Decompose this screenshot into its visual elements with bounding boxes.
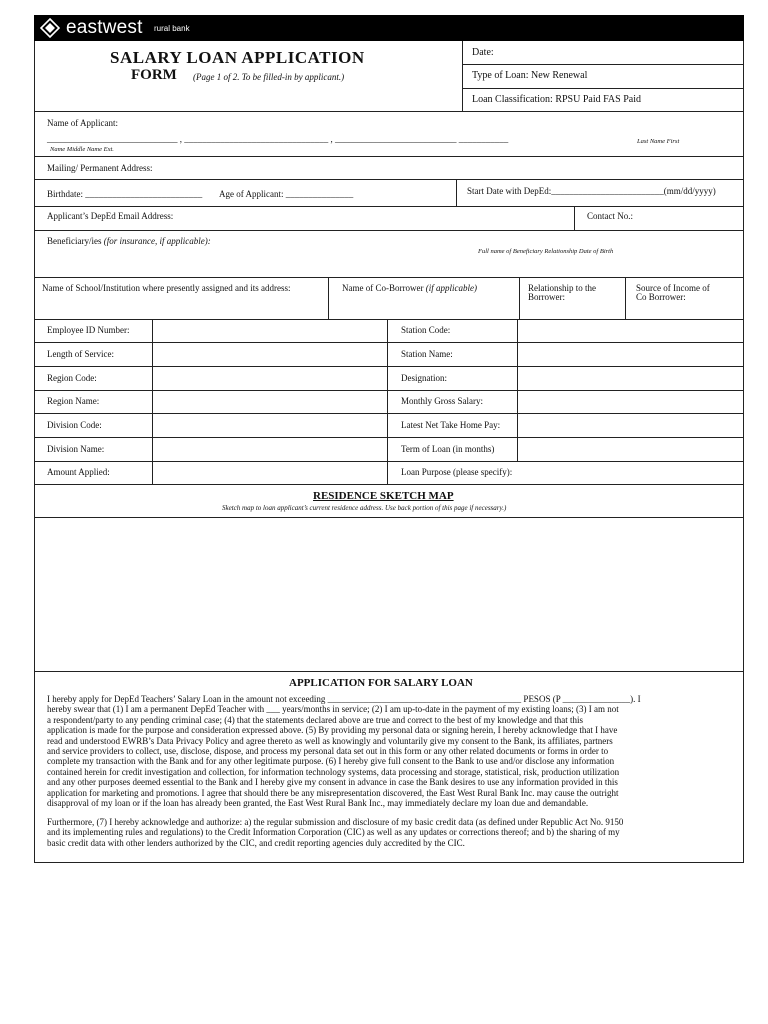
- start-date-field[interactable]: Start Date with DepEd:_________________________(mm/dd/yyyy): [467, 186, 716, 196]
- form-title-line2: FORM: [131, 67, 177, 83]
- length-of-service-input[interactable]: [153, 343, 387, 366]
- length-of-service-label: Length of Service:: [47, 349, 114, 359]
- region-name-label: Region Name:: [47, 396, 100, 406]
- sketch-map-area[interactable]: [35, 518, 743, 670]
- form-title-note: (Page 1 of 2. To be filled-in by applicant.): [193, 72, 345, 82]
- application-authorization: Furthermore, (7) I hereby acknowledge and authorize: a) the regular submission and disclosure of my basic credit data (as defined under Republic Act No. 9150 and its implementing rules and regulations) to the Credit Information Corporation (CIC) as well as any updates or corrections thereof; and b) the sharing of my basic credit data with other lenders authorized by the CIC, and credit reporting agencies duly accredited by the CIC.: [47, 817, 624, 848]
- brand-subtitle: rural bank: [154, 24, 190, 33]
- brand-name: eastwest: [66, 17, 143, 38]
- date-field[interactable]: Date:: [472, 47, 494, 58]
- loan-purpose-field[interactable]: Loan Purpose (please specify):: [401, 467, 513, 477]
- station-name-input[interactable]: [518, 343, 744, 366]
- loan-classification-field[interactable]: Loan Classification: RPSU Paid FAS Paid: [472, 94, 641, 105]
- designation-input[interactable]: [518, 367, 744, 390]
- employee-id-input[interactable]: [153, 320, 387, 342]
- station-code-label: Station Code:: [401, 325, 451, 335]
- income-source-label-2: Co Borrower:: [636, 292, 686, 302]
- station-name-label: Station Name:: [401, 349, 453, 359]
- contact-field[interactable]: Contact No.:: [587, 211, 633, 221]
- term-of-loan-label: Term of Loan (in months): [401, 444, 495, 454]
- age-field[interactable]: Age of Applicant: _______________: [219, 189, 354, 199]
- middle-name-caption: Name Middle Name Ext.: [50, 146, 114, 153]
- sketch-map-title: RESIDENCE SKETCH MAP: [313, 490, 454, 502]
- loan-type-field[interactable]: Type of Loan: New Renewal: [472, 70, 588, 81]
- application-declaration: I hereby apply for DepEd Teachers’ Salary Loan in the amount not exceeding ___________________________________________ PESOS (P _______________). I hereby swear that (1) I am a permanent DepEd Teacher with ___ years/months in service; (2) I am up-to-date in the payment of my existing loans; (3) I am not a respondent/party to any pending criminal case; (4) that the statements declared above are true and correct to the best of my knowledge and that this application is made for the purpose and consideration expressed above. (5) By providing my personal data or signing herein, I hereby acknowledge that I have read and understood EWRB’s Data Privacy Policy and agree thereto as well as knowingly and voluntarily give my consent to the Bank, its affiliates, partners and service providers to collect, use, disclose, dispose, and process my personal data set out in this form or any other related documents or forms in order to complete my transaction with the Bank and for any other legitimate purpose. (6) I hereby give full consent to the Bank to use and/or disclose any information contained herein for credit investigation and collection, for information technology systems, data processing and storage, statistical, risk, production utilization and any other purposes deemed essential to the Bank and I hereby give my consent in advance in case the Bank desires to use any information provided in this application for marketing and promotions. I agree that should there be any misrepresentation discovered, the East West Rural Bank Inc. may cause the outright disapproval of my loan or if the loan has already been granted, the East West Rural Bank Inc., may immediately declare my loan due and demandable.: [47, 694, 641, 809]
- division-code-label: Division Code:: [47, 420, 102, 430]
- station-code-input[interactable]: [518, 320, 744, 342]
- designation-label: Designation:: [401, 373, 447, 383]
- application-title: APPLICATION FOR SALARY LOAN: [289, 677, 473, 689]
- employee-id-label: Employee ID Number:: [47, 325, 130, 335]
- term-of-loan-input[interactable]: [518, 438, 744, 461]
- region-code-input[interactable]: [153, 367, 387, 390]
- monthly-gross-salary-label: Monthly Gross Salary:: [401, 396, 483, 406]
- income-source-label-1: Source of Income of: [636, 283, 710, 293]
- beneficiary-columns-caption: Full name of Beneficiary Relationship Date of Birth: [478, 248, 614, 255]
- relationship-label-2: Borrower:: [528, 292, 565, 302]
- division-name-input[interactable]: [153, 438, 387, 461]
- beneficiary-label[interactable]: Beneficiary/ies (for insurance, if applicable):: [47, 236, 211, 246]
- form-title: SALARY LOAN APPLICATION: [110, 48, 365, 67]
- division-code-input[interactable]: [153, 414, 387, 437]
- monthly-gross-salary-input[interactable]: [518, 391, 744, 413]
- net-take-home-pay-label: Latest Net Take Home Pay:: [401, 420, 501, 430]
- amount-applied-input[interactable]: [153, 462, 387, 484]
- applicant-name-label: Name of Applicant:: [47, 118, 118, 128]
- relationship-label-1: Relationship to the: [528, 283, 596, 293]
- region-name-input[interactable]: [153, 391, 387, 413]
- division-name-label: Division Name:: [47, 444, 105, 454]
- school-address-field[interactable]: Name of School/Institution where presently assigned and its address:: [42, 283, 291, 293]
- eastwest-logo-icon: [40, 18, 60, 38]
- coborrower-field[interactable]: Name of Co-Borrower (if applicable): [342, 283, 477, 293]
- amount-applied-label: Amount Applied:: [47, 467, 110, 477]
- applicant-name-field[interactable]: _____________________________ , ________________________________ , ___________________________ ___________: [47, 134, 509, 144]
- birthdate-field[interactable]: Birthdate: __________________________: [47, 189, 203, 199]
- last-name-first-caption: Last Name First: [637, 138, 680, 145]
- net-take-home-pay-input[interactable]: [518, 414, 744, 437]
- sketch-map-note: Sketch map to loan applicant’s current residence address. Use back portion of this page if necessary.): [222, 504, 507, 512]
- region-code-label: Region Code:: [47, 373, 97, 383]
- email-field[interactable]: Applicant’s DepEd Email Address:: [47, 211, 174, 221]
- mailing-address-field[interactable]: Mailing/ Permanent Address:: [47, 163, 153, 173]
